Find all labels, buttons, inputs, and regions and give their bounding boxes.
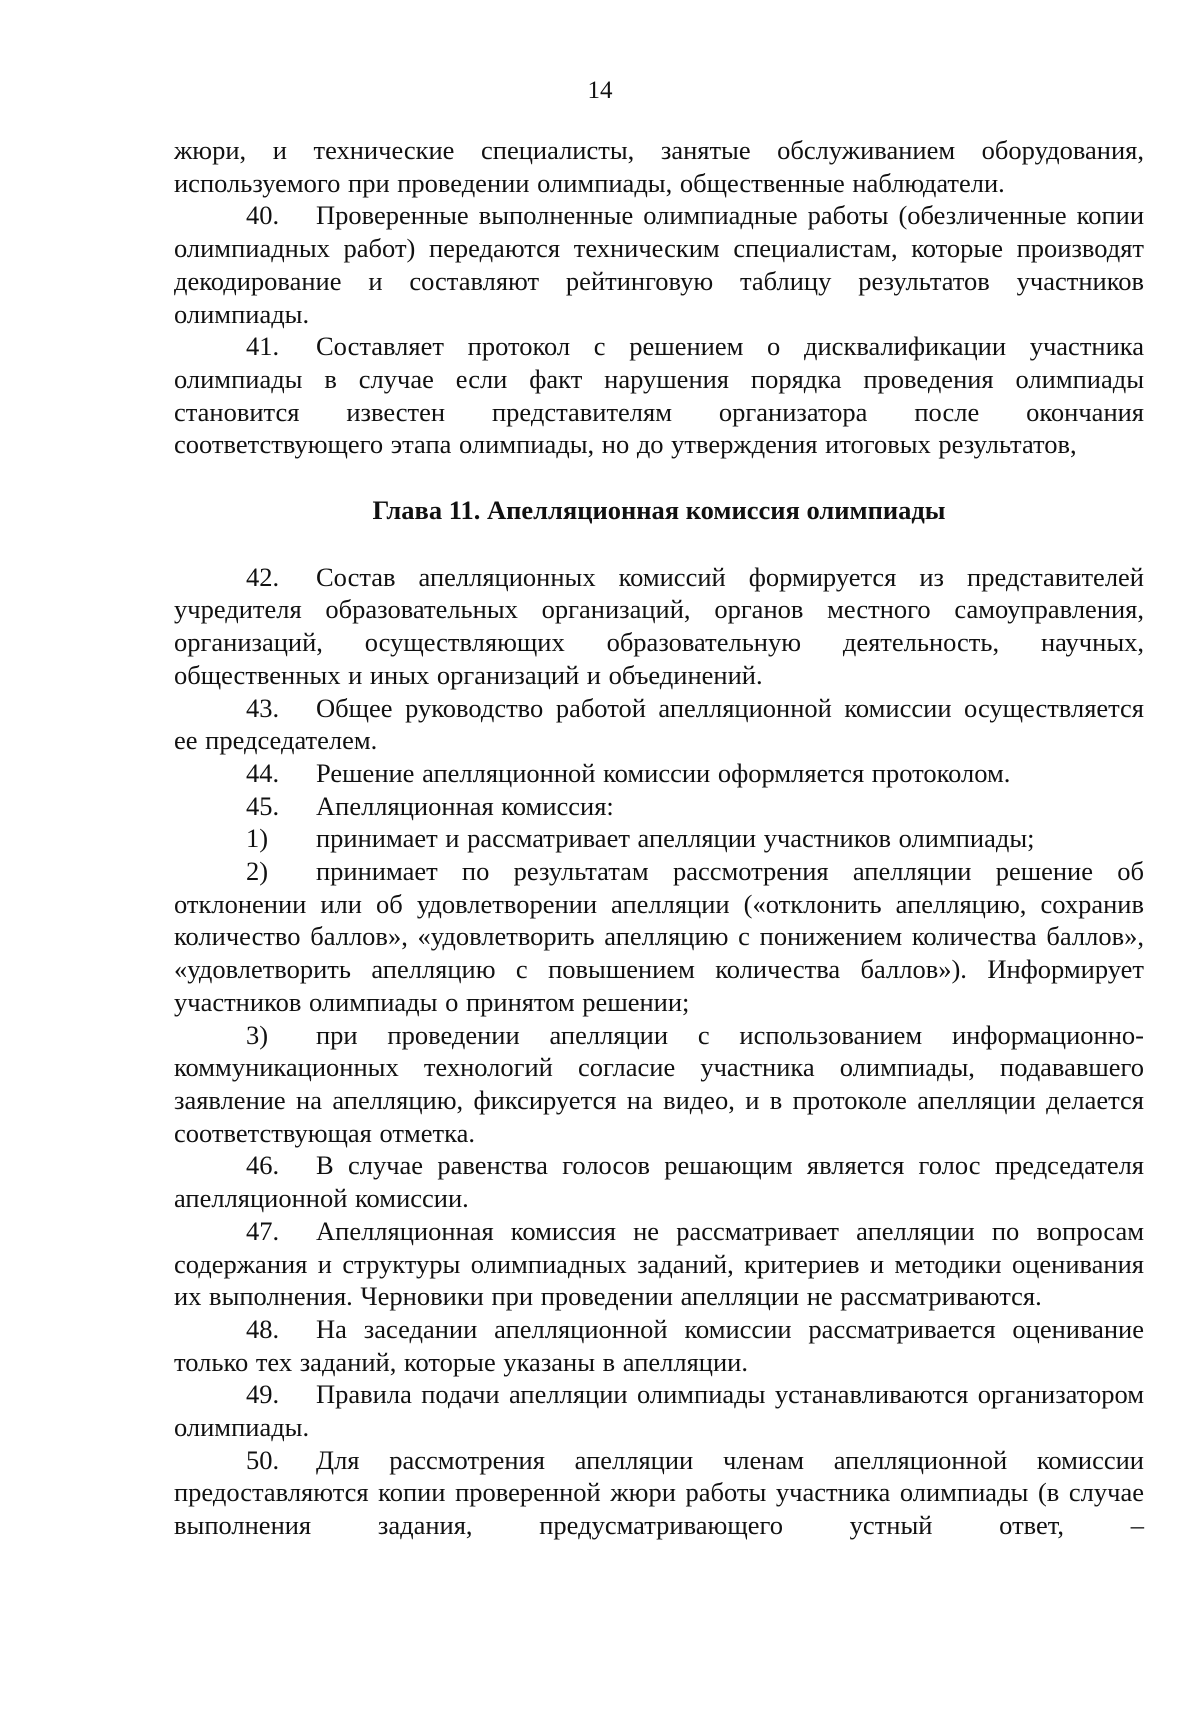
paragraph-44: 44. Решение апелляционной комиссии оформляется протоколом.: [246, 757, 1011, 788]
paragraph-number: 41.: [246, 331, 280, 362]
paragraph-number: 43.: [246, 692, 280, 723]
paragraph-43: 43. Общее руководство работой апелляционной комиссии осуществляется ее председателем.: [174, 692, 1144, 756]
paragraph-number: 46.: [246, 1150, 280, 1181]
paragraph-number: 42.: [246, 561, 280, 592]
paragraph-number: 44.: [246, 757, 280, 788]
paragraph-47: 47. Апелляционная комиссия не рассматривает апелляции по вопросам содержания и структуры олимпиадных заданий, критериев и методики оценивания их выполнения. Черновики при проведении апелляции не рассматриваются.: [174, 1215, 1144, 1312]
paragraph-number: 50.: [246, 1444, 280, 1475]
paragraph-number: 47.: [246, 1215, 280, 1246]
paragraph-number: 45.: [246, 790, 280, 821]
page-number: 14: [587, 77, 613, 104]
document-body: [174, 134, 1144, 1542]
paragraph-50: 50. Для рассмотрения апелляции членам апелляционной комиссии предоставляются копии проверенной жюри работы участника олимпиады (в случае выполнения задания, предусматривающего устный ответ, –: [174, 1444, 1144, 1541]
list-item-3: 3) при проведении апелляции с использованием информационно-коммуникационных технологий согласие участника олимпиады, подававшего заявление на апелляцию, фиксируется на видео, и в протоколе апелляции делается соответствующая отметка.: [174, 1019, 1144, 1148]
paragraph-45: 45. Апелляционная комиссия:: [246, 790, 614, 821]
paragraph-41: 41. Составляет протокол с решением о дисквалификации участника олимпиады в случае если факт нарушения порядка проведения олимпиады становится известен представителям организатора после окончания соответствующего этапа олимпиады, но до утверждения итоговых результатов,: [174, 331, 1144, 460]
list-number: 2): [246, 856, 269, 887]
paragraph-42: 42. Состав апелляционных комиссий формируется из представителей учредителя образовательных организаций, органов местного самоуправления, организаций, осуществляющих образовательную деятельность, научных, общественных и иных организаций и объединений.: [174, 561, 1144, 690]
paragraph-number: 40.: [246, 200, 280, 231]
paragraph-number: 49.: [246, 1379, 280, 1410]
paragraph-49: 49. Правила подачи апелляции олимпиады устанавливаются организатором олимпиады.: [174, 1379, 1144, 1443]
paragraph-48: 48. На заседании апелляционной комиссии рассматривается оценивание только тех заданий, которые указаны в апелляции.: [174, 1313, 1144, 1377]
paragraph-continuation: жюри, и технические специалисты, занятые обслуживанием оборудования, используемого при проведении олимпиады, общественные наблюдатели.: [174, 135, 1144, 198]
list-number: 3): [246, 1019, 269, 1050]
paragraph-40: 40. Проверенные выполненные олимпиадные работы (обезличенные копии олимпиадных работ) передаются техническим специалистам, которые производят декодирование и составляют рейтинговую таблицу результатов участников олимпиады.: [174, 200, 1144, 329]
chapter-title: Глава 11. Апелляционная комиссия олимпиады: [372, 495, 946, 526]
list-item-1: 1) принимает и рассматривает апелляции участников олимпиады;: [246, 823, 1035, 854]
list-item-2: 2) принимает по результатам рассмотрения апелляции решение об отклонении или об удовлетворении апелляции («отклонить апелляцию, сохранив количество баллов», «удовлетворить апелляцию с понижением количества баллов», «удовлетворить апелляцию с повышением количества баллов»). Информирует участников олимпиады о принятом решении;: [174, 856, 1144, 1017]
list-number: 1): [246, 823, 269, 854]
paragraph-46: 46. В случае равенства голосов решающим является голос председателя апелляционной комиссии.: [174, 1150, 1144, 1214]
paragraph-number: 48.: [246, 1313, 280, 1344]
